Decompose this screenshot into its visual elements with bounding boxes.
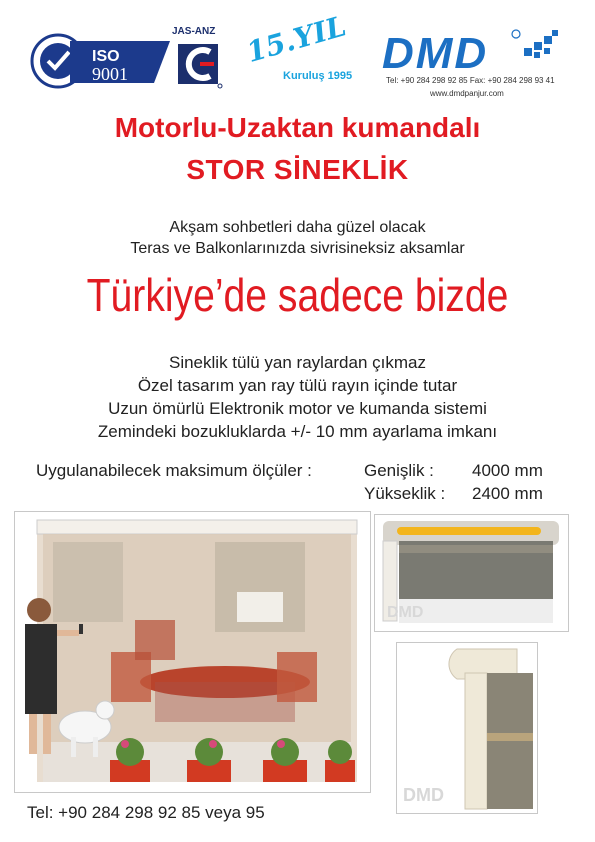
svg-text:DMD: DMD	[382, 29, 489, 76]
dmd-logo	[382, 28, 562, 76]
headline-line-1: Motorlu-Uzaktan kumandalı	[114, 112, 481, 143]
headline-line-2: STOR SİNEKLİK	[186, 154, 409, 185]
width-value: 4000 mm	[472, 461, 543, 480]
company-website[interactable]: www.dmdpanjur.com	[430, 89, 504, 98]
iso-number-text: 9001	[92, 64, 128, 84]
side-rail-detail-photo	[396, 642, 538, 814]
jas-anz-logo	[174, 28, 236, 90]
company-contact: Tel: +90 284 298 92 85 Fax: +90 284 298 93 41	[386, 76, 555, 85]
roller-cassette-detail-photo	[374, 514, 569, 632]
feature-2: Özel tasarım yan ray tülü rayın içinde tutar	[137, 376, 458, 395]
founded-year: Kuruluş 1995	[283, 70, 353, 82]
footer-phone[interactable]: Tel: +90 284 298 92 85 veya 95	[27, 803, 265, 822]
feature-1: Sineklik tülü yan raylardan çıkmaz	[168, 353, 426, 372]
feature-4: Zemindeki bozukluklarda +/- 10 mm ayarlama imkanı	[97, 422, 498, 441]
watermark-2: DMD	[403, 785, 444, 805]
height-value: 2400 mm	[472, 484, 543, 503]
iso-9001-logo	[30, 33, 170, 89]
tagline-1: Akşam sohbetleri daha güzel olacak	[169, 219, 426, 236]
slogan: Türkiye’de sadece bizde	[86, 269, 509, 321]
terrace-photo	[14, 511, 371, 793]
watermark-1: DMD	[387, 604, 424, 621]
width-label: Genişlik :	[364, 461, 434, 480]
tagline-2: Teras ve Balkonlarınızda sivrisineksiz aksamlar	[130, 240, 465, 257]
height-label: Yükseklik :	[364, 484, 446, 503]
max-dimensions-label: Uygulanabilecek maksimum ölçüler :	[36, 461, 312, 480]
iso-brand-text: ISO	[92, 48, 120, 65]
anniversary-years: 15.YIL	[242, 9, 350, 70]
feature-3: Uzun ömürlü Elektronik motor ve kumanda sistemi	[108, 399, 487, 418]
jas-anz-label: JAS-ANZ	[172, 26, 216, 37]
